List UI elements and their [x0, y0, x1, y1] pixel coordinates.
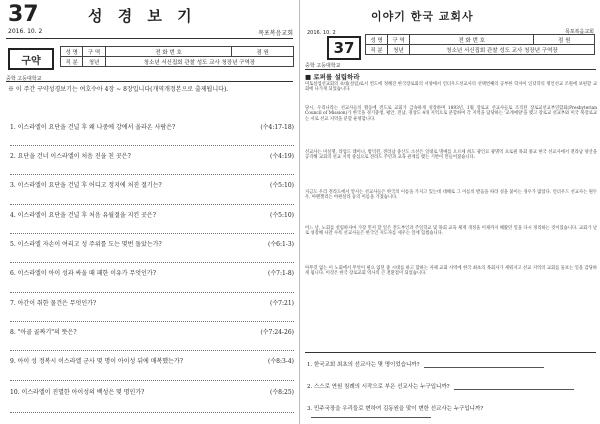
question: 5. 이스라엘 자손이 여리고 성 주위를 도는 몇번 돌았는가? (수6:1-3) — [10, 241, 294, 248]
sign-cell: 청소년 서신집회 관찰 성도 교사 청장년 구역장 — [105, 57, 293, 67]
header-divider — [305, 69, 596, 70]
sign-header: 점 원 — [232, 47, 294, 57]
question: 8. "아골 골짜기"의 뜻은? (수7:24-26) — [10, 329, 294, 336]
sign-header: 전 화 번 호 — [410, 35, 534, 45]
sign-table — [60, 46, 294, 67]
church-name: 목포복음교회 — [258, 30, 293, 37]
sign-cell: 청년 — [388, 45, 410, 55]
issue-number: 37 — [8, 2, 39, 27]
sign-header: 성 명 — [366, 35, 388, 45]
issue-number: 37 — [327, 36, 361, 60]
sign-header: 전 화 번 호 — [105, 47, 232, 57]
review-question: 2. 스스로 연원 침례의 시작으로 부은 선교사는 누구입니까? — [307, 382, 595, 390]
sign-header: 구 역 — [83, 47, 105, 57]
answer-line[interactable] — [311, 417, 431, 418]
church-name: 목포복음교회 — [565, 29, 594, 35]
question: 6. 이스라엘이 아이 성과 싸울 때 패한 이유가 무엇인가? (수7:1-8) — [10, 270, 294, 277]
sign-header: 성 명 — [61, 47, 83, 57]
answer-line[interactable] — [10, 174, 294, 175]
answer-line[interactable] — [10, 380, 294, 381]
question: 2. 요단을 건너 이스라엘이 처음 진을 친 곳은? (수4:19) — [10, 153, 294, 160]
sign-cell: 직 분 — [61, 57, 83, 67]
answer-line[interactable] — [10, 145, 294, 146]
answer-line[interactable] — [10, 321, 294, 322]
answer-line[interactable] — [10, 233, 294, 234]
sign-cell: 청년 — [83, 57, 105, 67]
issue-date: 2016. 10. 2 — [307, 30, 336, 36]
church-history-page — [301, 0, 600, 424]
header-divider — [6, 38, 293, 39]
review-question: 1. 한국교회 최초의 선교사는 몇 명이었습니까? — [307, 360, 595, 368]
questions-divider — [305, 352, 596, 353]
sign-header: 구 역 — [388, 35, 410, 45]
sign-cell: 청소년 서신집회 관찰 성도 교사 청장년 구역장 — [410, 45, 595, 55]
question: 9. 아이 성 정복시 이스라엘 군사 몇 명이 아이성 뒤에 매복했는가? (수8:3-4) — [10, 358, 294, 365]
header-divider — [6, 81, 293, 82]
page-title: 이야기 한국 교회사 — [371, 10, 474, 23]
section-title: ■ 로퍼를 설립하라 — [305, 73, 360, 81]
answer-line[interactable] — [10, 412, 294, 413]
article-paragraph: 아무것 없는 이 노회에서 무엇이 필요 없던 중 시대를 하고 합하는 자체 교회 사역에 한국 최초의 목회자가 세워지고 선교 지역의 교회를 돌보는 일을 감당하게 됩니다. 이것은 한국 장로교회 역사의 큰 전환점이 되었습니다. — [305, 266, 597, 277]
article-paragraph: 미토설업선교회의 초대(설립)로서 컨도에 정해진 한국장로회의 서양에서 언더우드선교사의 선택번째의 공부한 학자이 인더학의 명인선교 조원에 보편할 교회에 나가게 되었습니다. — [305, 82, 597, 93]
answer-line[interactable] — [454, 389, 574, 390]
page-title: 성 경 보 기 — [88, 7, 197, 25]
article-paragraph: 지금도 우리 전라도에서 앞서는 선교사들은 한국의 이름을 가지고 있는데 대해로 그 이름의 발음을 따라 성을 붙이는 경우가 많았다. 언더우드 선교사는 원두우, 아펜젤러는 아편설라 등의 이름을 가졌습니다. — [305, 190, 597, 201]
article-paragraph: 당시, 우리나라는 선교사들의 활동에 전도로 교회가 급속하게 성장하며 1893년, 1월 장로교 선교사들로 조직된 장로교선교부연합회(Presbyterian Council of Mission)가 한국을 경기충청, 평안, 전남, 경상도 4개 지역으로 분할하여 각 지역을 담당하는 '교계예양'을 맺고 장로교 선교부와 미국 북장로교는 서로 선교 지역을 분할 운영합니다. — [305, 106, 597, 122]
answer-line[interactable] — [10, 204, 294, 205]
question: 3. 이스라엘이 요단을 건널 후 어디고 정지에 처진 절기는? (수5:10) — [10, 182, 294, 189]
answer-line[interactable] — [10, 262, 294, 263]
class-label: 중학 고등대학교 — [305, 63, 341, 69]
answer-line[interactable] — [424, 367, 544, 368]
instruction: ※ 이 주간 구약성경보기는 여호수아 4장 ~ 8장입니다(개역개정본으로 출제됩니다). — [8, 86, 229, 93]
issue-date: 2016. 10. 2 — [8, 28, 43, 35]
sign-table — [365, 34, 595, 55]
article-paragraph: 선교사는 미실명, 라업드 레이니, 밤덕윈, 전라남 중산도 소선은 일대로 명예를 오르세 희도 광인료 광명역 프로필 목회 종교 한국 선교사에서 전라남 양산을 공격해 교회의 선교 지역 중심으로 전라도 주민과 교육 관계를 맺는 기반이 만들어졌습니다. — [305, 150, 597, 161]
question: 1. 이스라엘이 요단을 건널 후 왜 나중에 강에서 올라온 사람은? (수4:17-18) — [10, 124, 294, 131]
question: 7. 아간이 취한 물건은 무엇인가? (수7:21) — [10, 300, 294, 307]
sign-cell: 직 분 — [366, 45, 388, 55]
article-paragraph: 어느 날, 노회를 설립하자마 가장 먼저 할 일은 전도부인과 주일학교 및 목회 교육 체계 개정을 이제까지 해왔던 일을 다시 정리하는 것이었습니다. 교회가 날로 성장해 나갈 수록 선교사들은 한국인 지도자를 세우는 일에 힘썼습니다. — [305, 226, 597, 237]
question: 4. 이스라엘이 요단을 건널 후 처음 유월절을 지킨 곳은? (수5:10) — [10, 212, 294, 219]
sign-header: 점 원 — [534, 35, 595, 45]
answer-line[interactable] — [10, 350, 294, 351]
review-question: 3. 민주국장을 우리들로 변하여 김동원을 맞이 변한 선교사는 누구입니까? — [307, 404, 595, 418]
testament-label: 구약 — [8, 48, 54, 70]
answer-line[interactable] — [10, 292, 294, 293]
class-label: 중학 고등대학교 — [6, 76, 42, 82]
question: 10. 이스라엘이 진멸한 아이성의 백성은 몇 명인가? (수8:25) — [10, 389, 294, 396]
